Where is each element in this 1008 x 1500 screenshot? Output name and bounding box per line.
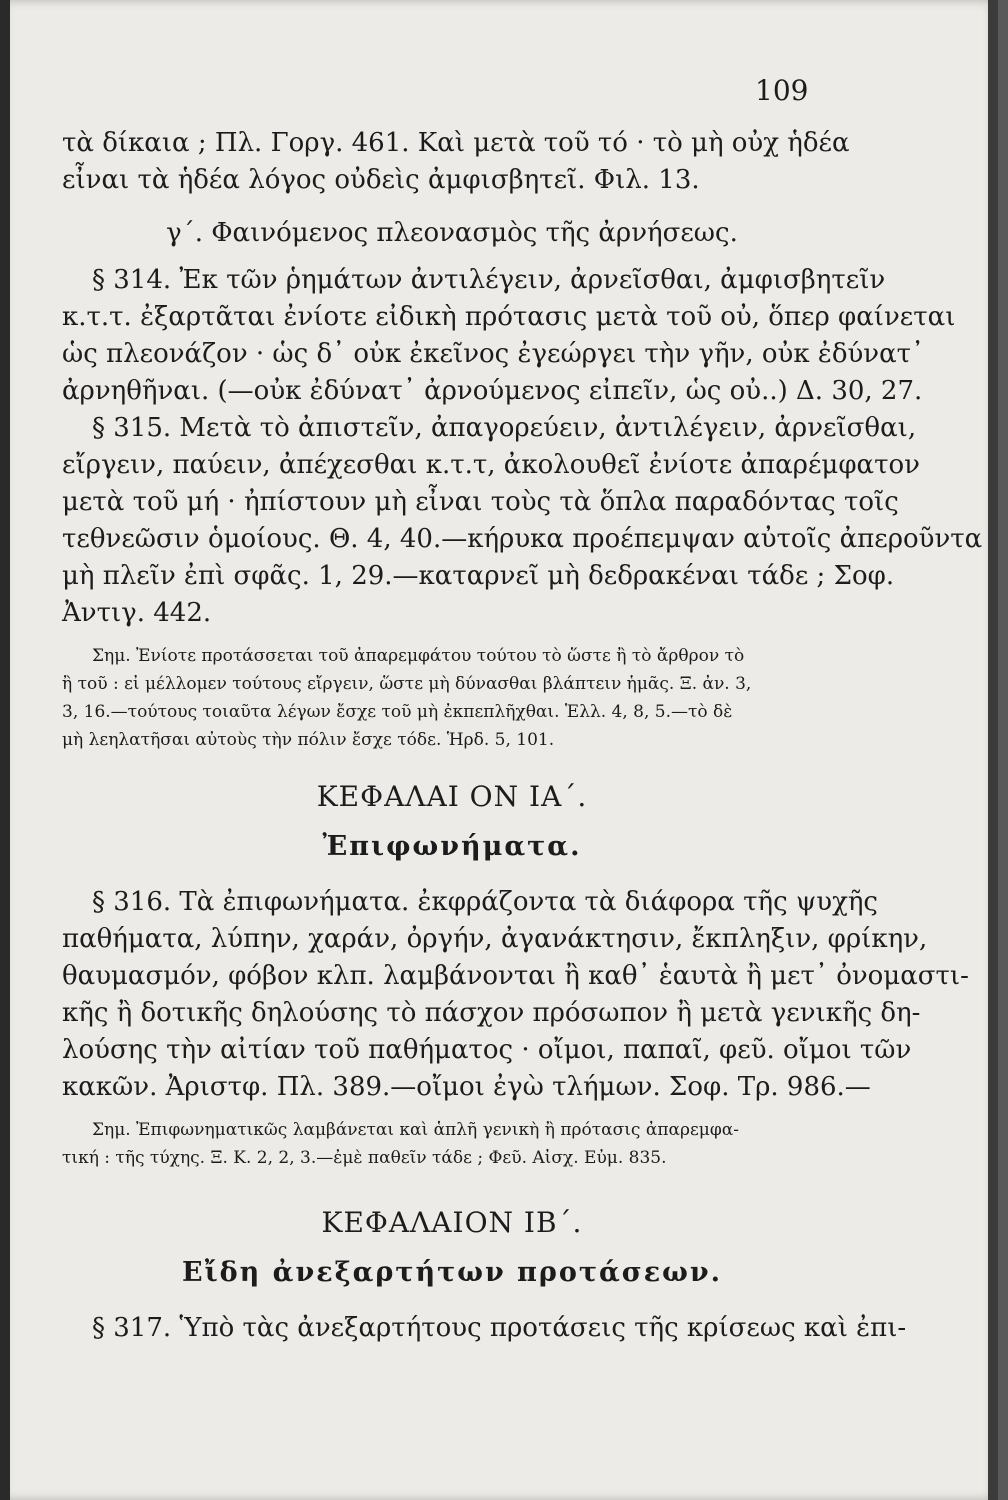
text-line: § 316. Τὰ ἐπιφωνήματα. ἐκφράζοντα τὰ διάφορα τῆς ψυχῆς — [92, 887, 878, 917]
text-line: μετὰ τοῦ μή · ἠπίστουν μὴ εἶναι τοὺς τὰ ὅπλα παραδόντας τοῖς — [62, 487, 899, 517]
book-gutter — [0, 0, 10, 1500]
text-line: § 314. Ἐκ τῶν ῥημάτων ἀντιλέγειν, ἀρνεῖσθαι, ἀμφισβητεῖν — [92, 265, 886, 295]
text-line: τεθνεῶσιν ὁμοίους. Θ. 4, 40.—κήρυκα προέπεμψαν αὐτοῖς ἀπεροῦντα — [62, 524, 983, 554]
text-line: § 315. Μετὰ τὸ ἀπιστεῖν, ἀπαγορεύειν, ἀντιλέγειν, ἀρνεῖσθαι, — [92, 413, 917, 443]
text-line: θαυμασμόν, φόβον κλπ. λαμβάνονται ἢ καθ᾿ ἑαυτὰ ἢ μετ᾿ ὀνομαστι- — [62, 961, 969, 991]
note-line: τική : τῆς τύχης. Ξ. Κ. 2, 2, 3.—ἐμὲ παθεῖν τάδε ; Φεῦ. Αἰσχ. Εὐμ. 835. — [62, 1148, 667, 1168]
text-line: § 317. Ὑπὸ τὰς ἀνεξαρτήτους προτάσεις τῆς κρίσεως καὶ ἐπι- — [92, 1313, 907, 1343]
text-line: εἶναι τὰ ἡδέα λόγος οὐδεὶς ἀμφισβητεῖ. Φιλ. 13. — [62, 165, 700, 195]
page-edge — [988, 0, 998, 1500]
book-page — [10, 0, 998, 1500]
note-line: μὴ λεηλατῆσαι αὐτοὺς τὴν πόλιν ἔσχε τόδε. Ἡρδ. 5, 101. — [62, 730, 555, 750]
chapter-title-ia: Ἐπιφωνήματα. — [322, 831, 582, 862]
text-line: κῆς ἢ δοτικῆς δηλούσης τὸ πάσχον πρόσωπον ἢ μετὰ γενικῆς δη- — [62, 998, 921, 1028]
text-line: Ἀντιγ. 442. — [62, 598, 212, 628]
note-line: Σημ. Ἐπιφωνηματικῶς λαμβάνεται καὶ ἁπλῆ γενικὴ ἢ πρότασις ἀπαρεμφα- — [92, 1120, 739, 1140]
note-line: 3, 16.—τούτους τοιαῦτα λέγων ἔσχε τοῦ μὴ ἐκπεπλῆχθαι. Ἑλλ. 4, 8, 5.—τὸ δὲ — [62, 702, 733, 722]
text-line: ἀρνηθῆναι. (—οὐκ ἐδύνατ᾿ ἀρνούμενος εἰπεῖν, ὡς οὐ..) Δ. 30, 27. — [62, 376, 923, 406]
page-body — [62, 125, 983, 1347]
note-line: ἢ τοῦ : εἰ μέλλομεν τούτους εἴργειν, ὥστε μὴ δύνασθαι βλάπτειν ἡμᾶς. Ξ. ἀν. 3, — [62, 674, 752, 694]
text-line: λούσης τὴν αἰτίαν τοῦ παθήματος · οἴμοι, παπαῖ, φεῦ. οἴμοι τῶν — [62, 1035, 912, 1065]
text-line: παθήματα, λύπην, χαράν, ὀργήν, ἀγανάκτησιν, ἔκπληξιν, φρίκην, — [62, 924, 928, 954]
chapter-heading-ib: ΚΕΦΑΛΑΙΟΝ ΙΒ΄. — [321, 1206, 583, 1239]
chapter-title-ib: Εἴδη ἀνεξαρτήτων προτάσεων. — [182, 1257, 722, 1288]
text-line: εἴργειν, παύειν, ἀπέχεσθαι κ.τ.τ, ἀκολουθεῖ ἐνίοτε ἀπαρέμφατον — [62, 450, 920, 480]
section-heading-gamma: γ΄. Φαινόμενος πλεονασμὸς τῆς ἀρνήσεως. — [166, 218, 738, 248]
page-number: 109 — [755, 74, 809, 107]
text-line: τὰ δίκαια ; Πλ. Γοργ. 461. Καὶ μετὰ τοῦ τό · τὸ μὴ οὐχ ἡδέα — [62, 128, 850, 158]
text-line: κ.τ.τ. ἐξαρτᾶται ἐνίοτε εἰδικὴ πρότασις μετὰ τοῦ οὐ, ὅπερ φαίνεται — [62, 302, 956, 332]
note-line: Σημ. Ἐνίοτε προτάσσεται τοῦ ἀπαρεμφάτου τούτου τὸ ὥστε ἢ τὸ ἄρθρον τὸ — [92, 646, 745, 666]
text-line: μὴ πλεῖν ἐπὶ σφᾶς. 1, 29.—καταρνεῖ μὴ δεδρακέναι τάδε ; Σοφ. — [62, 561, 895, 591]
text-line: κακῶν. Ἀριστφ. Πλ. 389.—οἴμοι ἐγὼ τλήμων. Σοφ. Τρ. 986.— — [62, 1072, 871, 1102]
text-line: ὡς πλεονάζον · ὡς δ᾿ οὐκ ἐκεῖνος ἐγεώργει τὴν γῆν, οὐκ ἐδύνατ᾿ — [62, 339, 925, 369]
chapter-heading-ia: ΚΕΦΑΛΑΙ ΟΝ ΙΑ΄. — [316, 780, 588, 813]
